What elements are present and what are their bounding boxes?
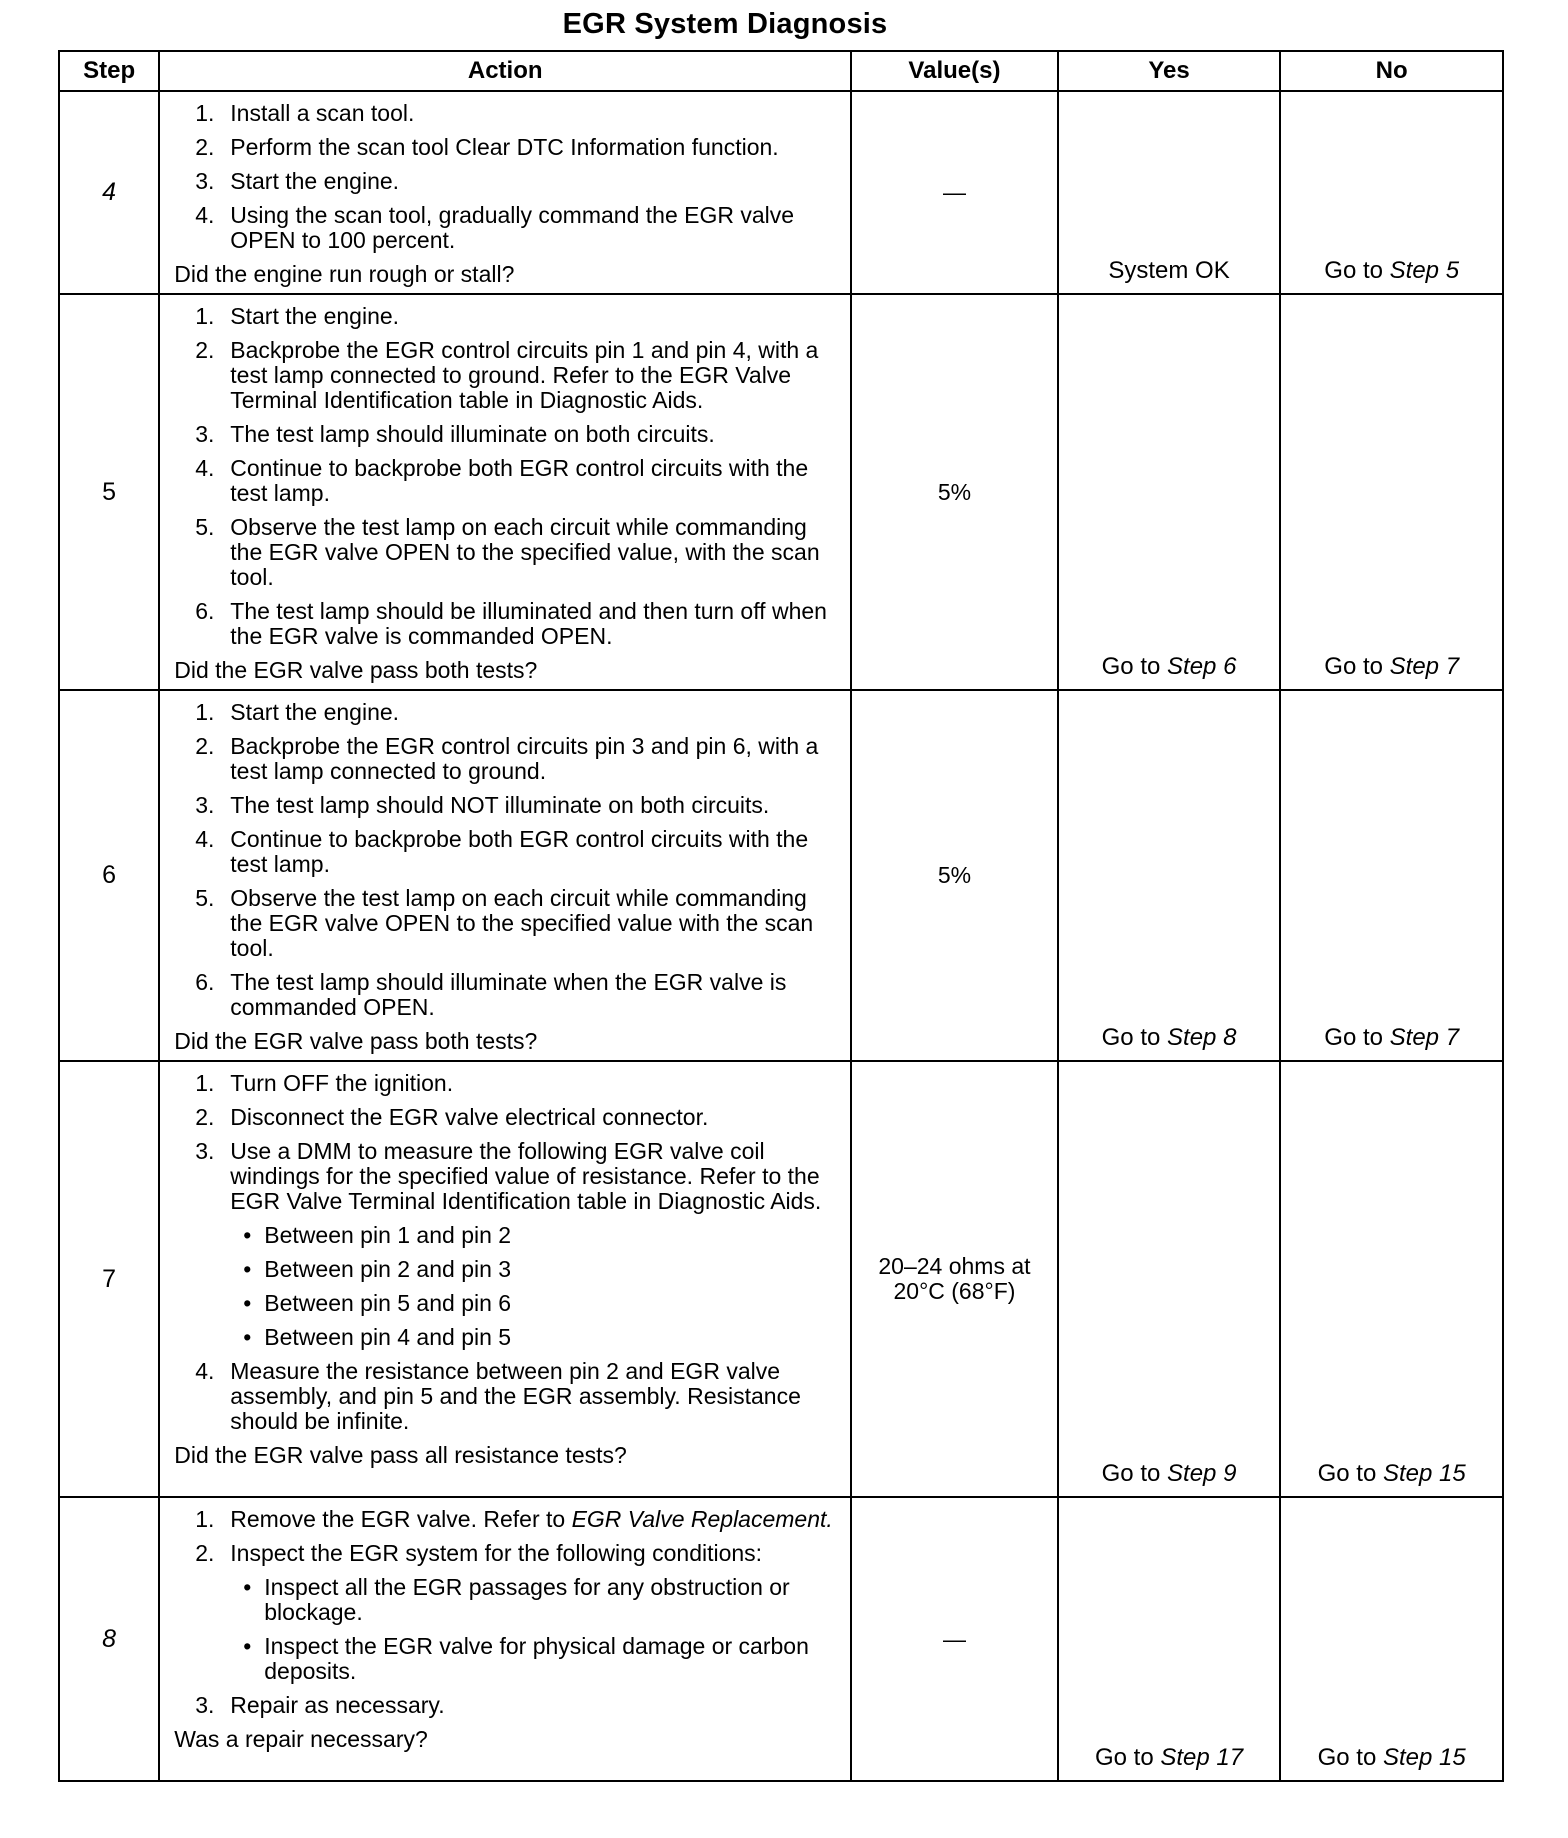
list-item: 1. Install a scan tool. [195, 100, 415, 126]
list-item: 3. Start the engine. [195, 168, 400, 194]
table-row-step-8 [59, 1497, 1503, 1781]
value-cell: — [851, 91, 1058, 294]
header-row [59, 51, 1503, 91]
list-item: 3. Use a DMM to measure the following EGR valve coil windings for the specified value of resistance. Refer to the EGR Valve Terminal Identification table in Diagnostic Aids. • Between pin 1 and pin 2 • Between pin 2 and pin 3 • Between pin 5 and pin 6 • Between pin 4 and pin 5 [174, 1139, 840, 1350]
list-item: 6. The test lamp should be illuminated and then turn off when the EGR valve is commanded OPEN. [195, 598, 827, 649]
value-cell: — [851, 1497, 1058, 1781]
yes-cell: Go to Step 17 [1058, 1497, 1281, 1781]
list-item: 3. Repair as necessary. [195, 1692, 445, 1718]
list-item: 1. Start the engine. [195, 303, 400, 329]
step-number: 5 [59, 294, 159, 690]
list-item: 2. Perform the scan tool Clear DTC Information function. [195, 134, 779, 160]
list-item: 2. Backprobe the EGR control circuits pin 3 and pin 6, with a test lamp connected to ground. [195, 733, 819, 784]
action-cell [159, 690, 851, 1061]
step-number: 8 [59, 1497, 159, 1781]
question-text: Did the EGR valve pass both tests? [174, 1028, 538, 1054]
header-yes: Yes [1058, 51, 1281, 91]
no-cell: Go to Step 5 [1280, 91, 1503, 294]
question-text: Did the EGR valve pass all resistance tests? [174, 1442, 627, 1468]
header-value: Value(s) [851, 51, 1058, 91]
no-cell: Go to Step 15 [1280, 1497, 1503, 1781]
list-item: 4. Using the scan tool, gradually command the EGR valve OPEN to 100 percent. [195, 202, 795, 253]
table-row-step-5 [59, 294, 1503, 690]
action-cell [159, 91, 851, 294]
table-row-step-7 [59, 1061, 1503, 1497]
action-cell [159, 1061, 851, 1497]
list-item: 4. Continue to backprobe both EGR control circuits with the test lamp. [195, 455, 809, 506]
yes-cell: Go to Step 6 [1058, 294, 1281, 690]
table-row-step-4 [59, 91, 1503, 294]
bullet-item: • Between pin 2 and pin 3 [243, 1256, 512, 1282]
bullet-item: • Between pin 1 and pin 2 [243, 1222, 512, 1248]
value-cell: 5% [851, 690, 1058, 1061]
header-step: Step [59, 51, 159, 91]
action-cell [159, 294, 851, 690]
question-text: Did the engine run rough or stall? [174, 261, 515, 287]
list-item: 4. Measure the resistance between pin 2 and EGR valve assembly, and pin 5 and the EGR assembly. Resistance should be infinite. [195, 1358, 801, 1434]
value-cell: 5% [851, 294, 1058, 690]
list-item: 5. Observe the test lamp on each circuit while commanding the EGR valve OPEN to the specified value with the scan tool. [195, 885, 814, 961]
header-action: Action [159, 51, 851, 91]
list-item: 1. Start the engine. [195, 699, 400, 725]
bullet-item: • Inspect the EGR valve for physical damage or carbon deposits. [243, 1633, 809, 1684]
no-cell: Go to Step 15 [1280, 1061, 1503, 1497]
list-item: 1. Turn OFF the ignition. [195, 1070, 454, 1096]
bullet-item: • Between pin 4 and pin 5 [243, 1324, 512, 1350]
list-item: 2. Inspect the EGR system for the following conditions: • Inspect all the EGR passages for any obstruction or blockage. • Inspect the EGR valve for physical damage or carbon deposits. [174, 1541, 840, 1684]
yes-cell: Go to Step 8 [1058, 690, 1281, 1061]
diagnosis-table [58, 50, 1504, 1782]
header-no: No [1280, 51, 1503, 91]
yes-cell: Go to Step 9 [1058, 1061, 1281, 1497]
table-row-step-6 [59, 690, 1503, 1061]
step-number: 4 [59, 91, 159, 294]
step-number: 7 [59, 1061, 159, 1497]
question-text: Did the EGR valve pass both tests? [174, 657, 538, 683]
action-cell [159, 1497, 851, 1781]
list-item: 6. The test lamp should illuminate when the EGR valve is commanded OPEN. [195, 969, 787, 1020]
no-cell: Go to Step 7 [1280, 294, 1503, 690]
bullet-item: • Between pin 5 and pin 6 [243, 1290, 512, 1316]
yes-cell: System OK [1058, 91, 1281, 294]
list-item: 5. Observe the test lamp on each circuit while commanding the EGR valve OPEN to the specified value, with the scan tool. [195, 514, 820, 590]
reference-link-text: EGR Valve Replacement. [571, 1506, 833, 1532]
bullet-item: • Inspect all the EGR passages for any obstruction or blockage. [243, 1574, 790, 1625]
page-title: EGR System Diagnosis [562, 8, 888, 40]
list-item: 1. Remove the EGR valve. Refer to EGR Valve Replacement. [195, 1506, 833, 1532]
list-item: 2. Backprobe the EGR control circuits pin 1 and pin 4, with a test lamp connected to ground. Refer to the EGR Valve Terminal Identification table in Diagnostic Aids. [195, 337, 819, 413]
question-text: Was a repair necessary? [174, 1726, 428, 1752]
list-item: 3. The test lamp should NOT illuminate on both circuits. [195, 792, 770, 818]
no-cell: Go to Step 7 [1280, 690, 1503, 1061]
list-item: 3. The test lamp should illuminate on both circuits. [195, 421, 715, 447]
list-item: 2. Disconnect the EGR valve electrical connector. [195, 1104, 709, 1130]
step-number: 6 [59, 690, 159, 1061]
list-item: 4. Continue to backprobe both EGR control circuits with the test lamp. [195, 826, 809, 877]
value-cell: 20–24 ohms at 20°C (68°F) [851, 1061, 1058, 1497]
